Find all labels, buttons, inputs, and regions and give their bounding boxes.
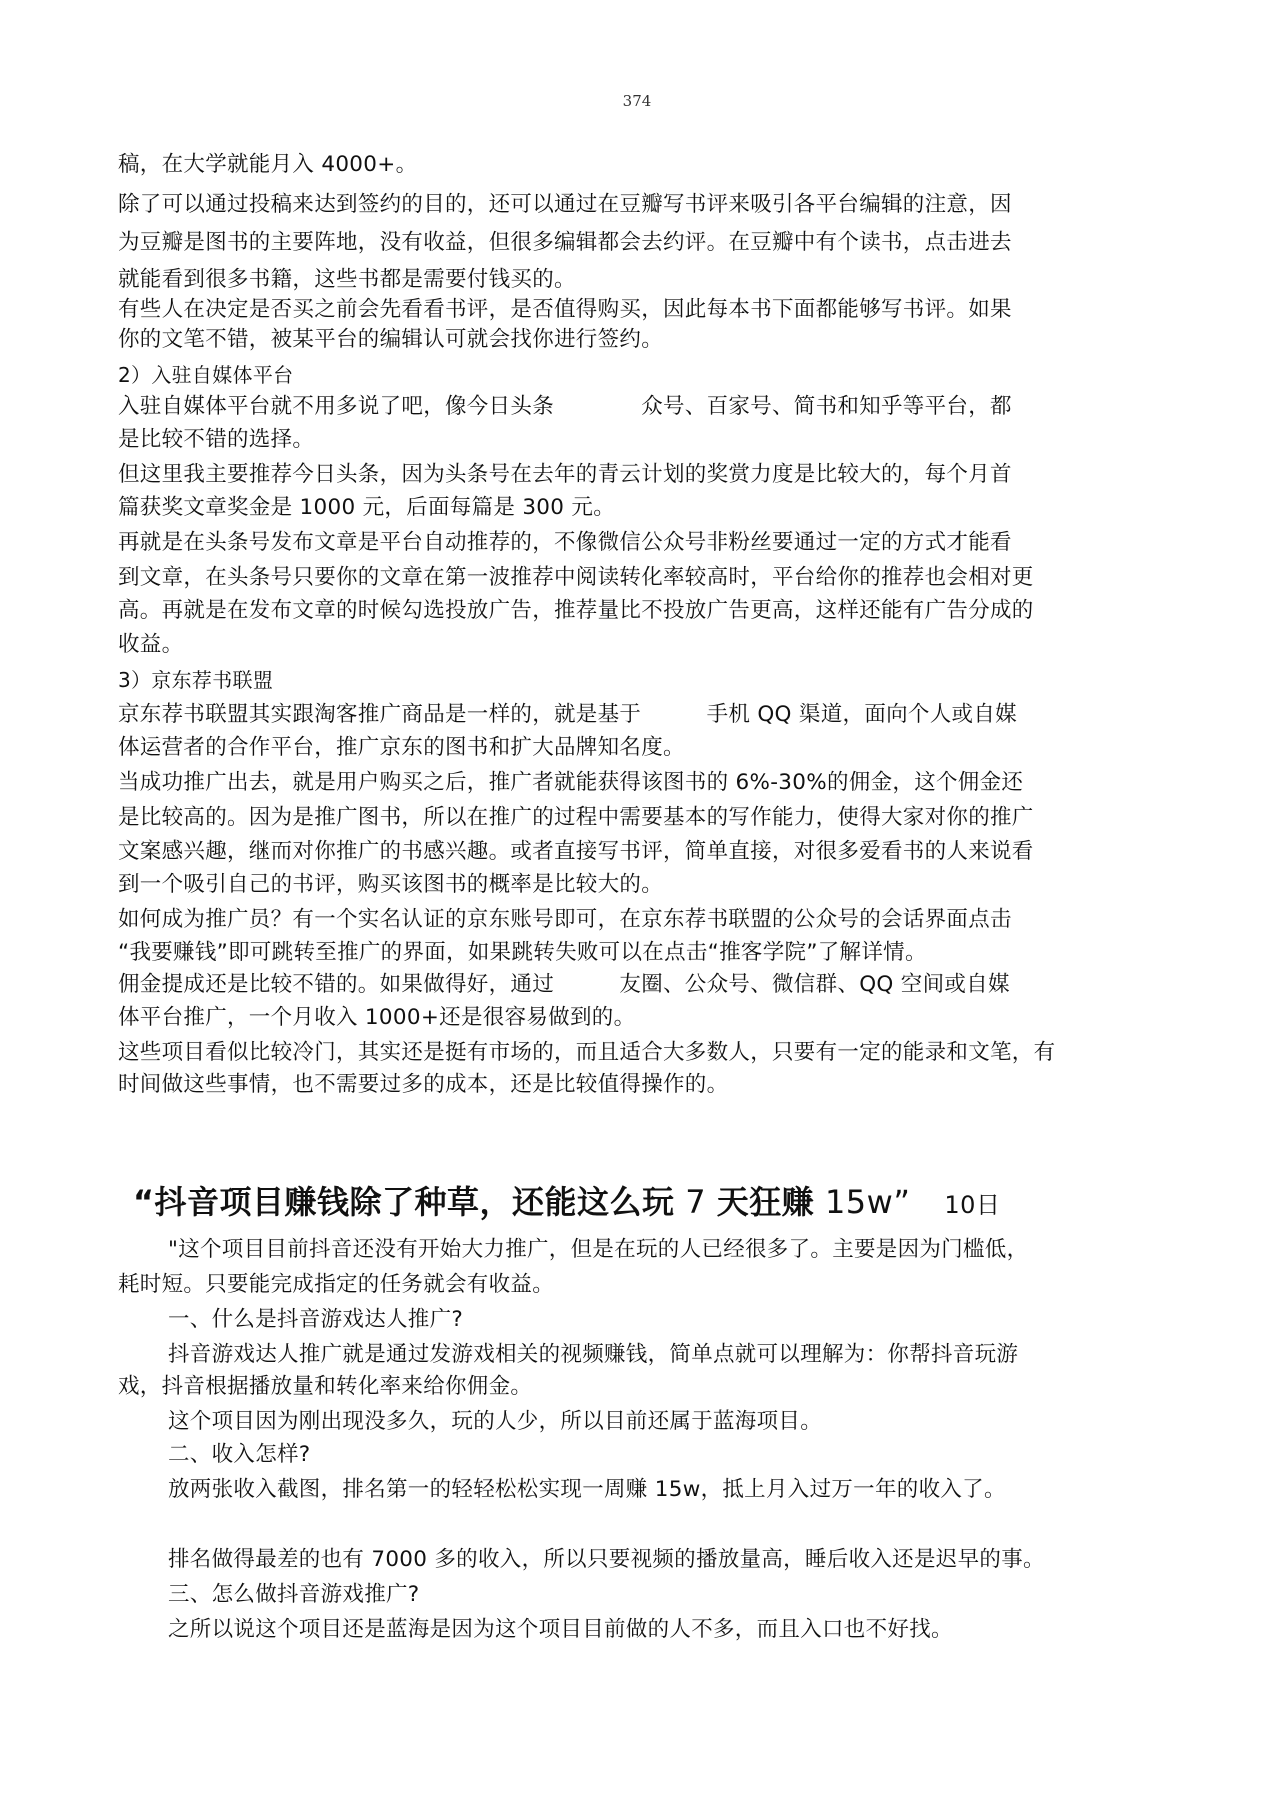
text-line: 当成功推广出去，就是用户购买之后，推广者就能获得该图书的 6%-30%的佣金，这个佣金还 xyxy=(118,770,1024,795)
page-number: 374 xyxy=(622,92,652,110)
text-line: 排名做得最差的也有 7000 多的收入，所以只要视频的播放量高，睡后收入还是迟早的事。 xyxy=(168,1547,1045,1572)
heading-number: 7 xyxy=(674,1183,717,1221)
text-line: 有些人在决定是否买之前会先看看书评，是否值得购买，因此每本书下面都能够写书评。如果 xyxy=(118,297,1012,322)
text-line: 体平台推广，一个月收入 1000+还是很容易做到的。 xyxy=(118,1005,636,1030)
section-subheading: 3）京东荐书联盟 xyxy=(118,668,274,692)
text-line: 耗时短。只要能完成指定的任务就会有收益。 xyxy=(118,1272,555,1297)
text-line: 收益。 xyxy=(118,632,184,657)
text-line: 体运营者的合作平台，推广京东的图书和扩大品牌知名度。 xyxy=(118,735,685,760)
text-line: 这个项目因为刚出现没多久，玩的人少，所以目前还属于蓝海项目。 xyxy=(168,1409,823,1434)
text-line: 戏，抖音根据播放量和转化率来给你佣金。 xyxy=(118,1374,533,1399)
text-line: 你的文笔不错，被某平台的编辑认可就会找你进行签约。 xyxy=(118,327,664,352)
text-line: 入驻自媒体平台就不用多说了吧，像今日头条 众号、百家号、简书和知乎等平台，都 xyxy=(118,394,1012,419)
text-line: 抖音游戏达人推广就是通过发游戏相关的视频赚钱，简单点就可以理解为：你帮抖音玩游 xyxy=(168,1342,1019,1367)
text-line: 为豆瓣是图书的主要阵地，没有收益，但很多编辑都会去约评。在豆瓣中有个读书，点击进去 xyxy=(118,230,1012,255)
text-line: 这些项目看似比较冷门，其实还是挺有市场的，而且适合大多数人，只要有一定的能录和文笔，有 xyxy=(118,1040,1056,1065)
text-line: 除了可以通过投稿来达到签约的目的，还可以通过在豆瓣写书评来吸引各平台编辑的注意，因 xyxy=(118,192,1012,217)
article-heading xyxy=(133,1180,1000,1227)
text-line: 再就是在头条号发布文章是平台自动推荐的，不像微信公众号非粉丝要通过一定的方式才能看 xyxy=(118,530,1012,555)
text-line: 京东荐书联盟其实跟淘客推广商品是一样的，就是基于 手机 QQ 渠道，面向个人或自媒 xyxy=(118,702,1017,727)
heading-amount: 15w” xyxy=(814,1183,911,1221)
text-line: 时间做这些事情，也不需要过多的成本，还是比较值得操作的。 xyxy=(118,1072,729,1097)
text-line: 稿，在大学就能月入 4000+。 xyxy=(118,152,418,177)
section-subheading: 三、怎么做抖音游戏推广? xyxy=(168,1582,420,1607)
section-subheading: 二、收入怎样? xyxy=(168,1442,311,1467)
text-line: 到文章，在头条号只要你的文章在第一波推荐中阅读转化率较高时，平台给你的推荐也会相对更 xyxy=(118,565,1034,590)
text-line: 如何成为推广员？有一个实名认证的京东账号即可，在京东荐书联盟的公众号的会话界面点击 xyxy=(118,907,1012,932)
text-line: 放两张收入截图，排名第一的轻轻松松实现一周赚 15w，抵上月入过万一年的收入了。 xyxy=(168,1477,1006,1502)
text-line: 佣金提成还是比较不错的。如果做得好，通过 友圈、公众号、微信群、QQ 空间或自媒 xyxy=(118,972,1010,997)
text-line: 到一个吸引自己的书评，购买该图书的概率是比较大的。 xyxy=(118,872,664,897)
text-line: “我要赚钱”即可跳转至推广的界面，如果跳转失败可以在点击“推客学院”了解详情。 xyxy=(118,940,927,965)
section-subheading: 2）入驻自媒体平台 xyxy=(118,363,294,387)
text-line: 但这里我主要推荐今日头条，因为头条号在去年的青云计划的奖赏力度是比较大的，每个月首 xyxy=(118,462,1012,487)
heading-text: “抖音项目赚钱除了种草，还能这么玩 xyxy=(133,1183,675,1221)
text-line: 是比较不错的选择。 xyxy=(118,427,315,452)
section-subheading: 一、什么是抖音游戏达人推广? xyxy=(168,1307,464,1332)
heading-text: 天狂赚 xyxy=(716,1183,815,1221)
text-line: 就能看到很多书籍，这些书都是需要付钱买的。 xyxy=(118,267,576,292)
text-line: 是比较高的。因为是推广图书，所以在推广的过程中需要基本的写作能力，使得大家对你的推广 xyxy=(118,805,1034,830)
text-line: 文案感兴趣，继而对你推广的书感兴趣。或者直接写书评，简单直接，对很多爱看书的人来说看 xyxy=(118,839,1034,864)
text-line: "这个项目目前抖音还没有开始大力推广，但是在玩的人已经很多了。主要是因为门槛低， xyxy=(168,1237,1029,1262)
heading-date: 10日 xyxy=(944,1191,1001,1219)
text-line: 高。再就是在发布文章的时候勾选投放广告，推荐量比不投放广告更高，这样还能有广告分成的 xyxy=(118,598,1034,623)
text-line: 之所以说这个项目还是蓝海是因为这个项目目前做的人不多，而且入口也不好找。 xyxy=(168,1617,953,1642)
text-line: 篇获奖文章奖金是 1000 元，后面每篇是 300 元。 xyxy=(118,495,615,520)
